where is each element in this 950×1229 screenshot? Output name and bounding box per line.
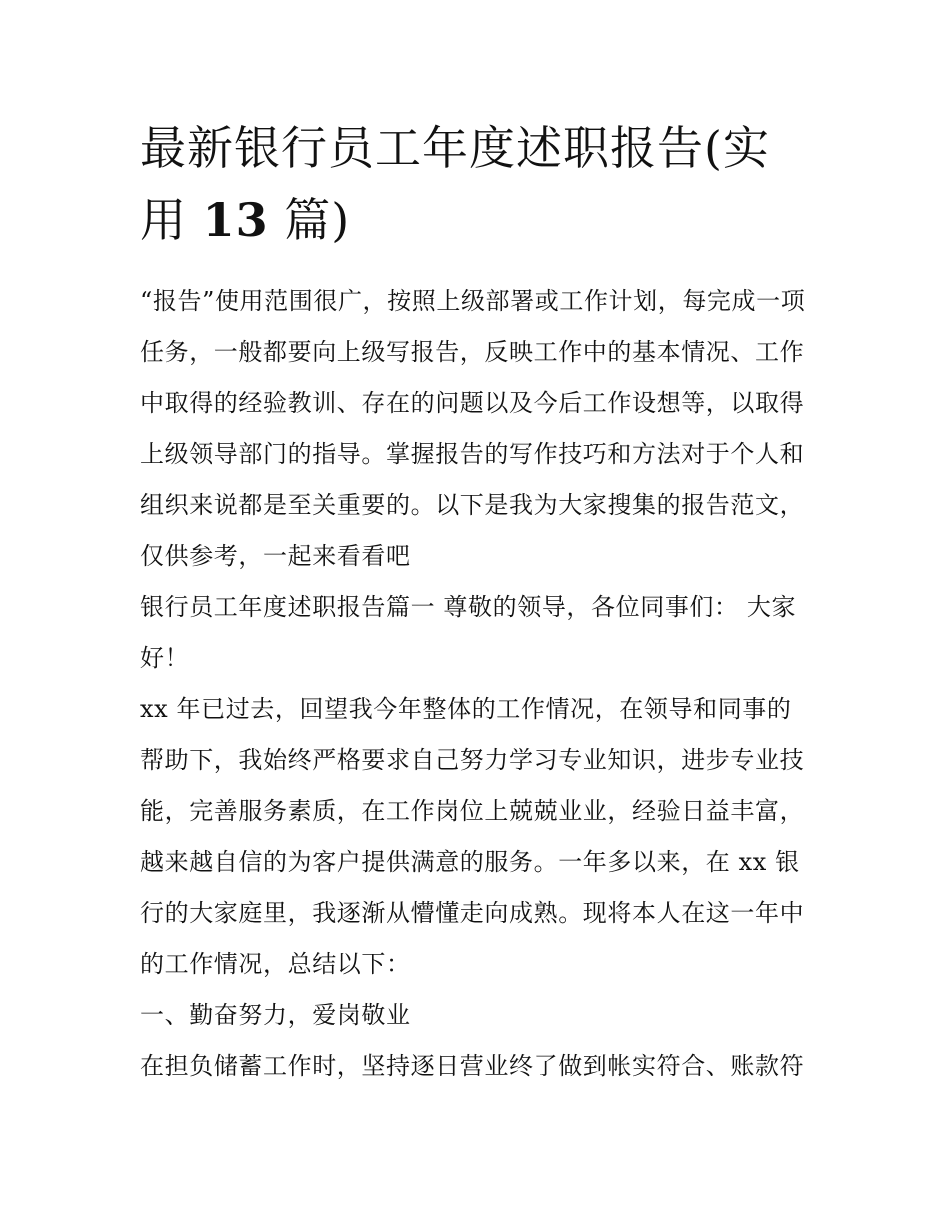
document-body xyxy=(140,276,820,1092)
body-line: 组织来说都是至关重要的。以下是我为大家搜集的报告范文， xyxy=(140,491,805,519)
title-number: 13 xyxy=(202,193,269,247)
body-line: xx 年已过去，回望我今年整体的工作情况，在领导和同事的 xyxy=(140,695,792,723)
body-line: “报告”使用范围很广，按照上级部署或工作计划，每完成一项 xyxy=(140,287,806,315)
title-text-3: 篇) xyxy=(284,193,351,247)
body-line: 行的大家庭里，我逐渐从懵懂走向成熟。现将本人在这一年中 xyxy=(140,899,805,927)
body-line: 在担负储蓄工作时，坚持逐日营业终了做到帐实符合、账款符 xyxy=(140,1052,805,1080)
section-heading: 一、勤奋努力，爱岗敬业 xyxy=(140,1001,411,1029)
body-line: 帮助下，我始终严格要求自己努力学习专业知识，进步专业技 xyxy=(140,746,805,774)
body-line: 仅供参考，一起来看看吧 xyxy=(140,542,411,570)
body-line: 好！ xyxy=(140,644,190,672)
body-line: 上级领导部门的指导。掌握报告的写作技巧和方法对于个人和 xyxy=(140,440,805,468)
title-text-1: 最新银行员工年度述职报告(实 xyxy=(140,121,770,175)
body-line: 任务，一般都要向上级写报告，反映工作中的基本情况、工作 xyxy=(140,338,805,366)
body-line: 能，完善服务素质，在工作岗位上兢兢业业，经验日益丰富， xyxy=(140,797,805,825)
body-line: 越来越自信的为客户提供满意的服务。一年多以来，在 xx 银 xyxy=(140,848,800,876)
body-line: 的工作情况，总结以下： xyxy=(140,950,411,978)
body-line: 银行员工年度述职报告篇一 尊敬的领导，各位同事们： 大家 xyxy=(140,593,797,621)
document-title xyxy=(140,112,830,256)
body-line: 中取得的经验教训、存在的问题以及今后工作设想等，以取得 xyxy=(140,389,805,417)
title-text-2: 用 xyxy=(140,193,187,247)
